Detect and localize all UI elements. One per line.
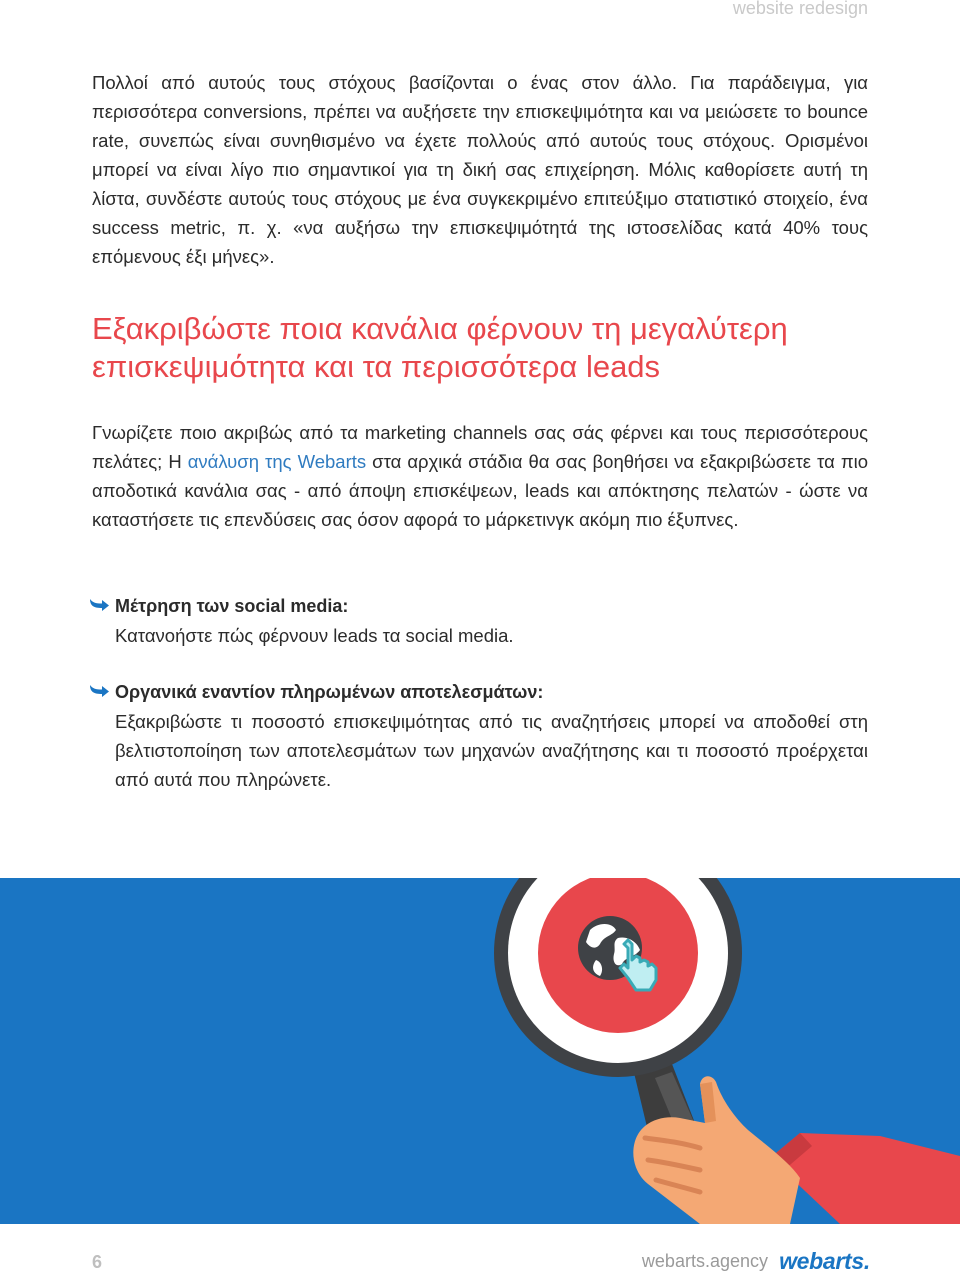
intro-paragraph: Πολλοί από αυτούς τους στόχους βασίζονται ο ένας στον άλλο. Για παράδειγμα, για περισσότερα conversions, πρέπει να αυξήσετε την επισκεψιμότητα και να μειώσετε το bounce rate, συνεπώς είναι συνηθισμένο να έχετε πολλούς από αυτούς τους στόχους. Ορισμένοι μπορεί να είναι λίγο πιο σημαντικοί για τη δική σας επιχείρηση. Μόλις καθορίσετε αυτή τη λίστα, συνδέστε αυτούς τους στόχους με ένα συγκεκριμένο επιτεύξιμο στατιστικό στοιχείο, ένα success metric, π. χ. «να αυξήσω την επισκεψιμότητά της ιστοσελίδας κατά 40% τους επόμενους έξι μήνες». [92,72,868,267]
bullet-text: Κατανοήστε πώς φέρνουν leads τα social media. [115,625,514,646]
curved-arrow-icon [88,684,110,698]
footer-url[interactable]: webarts.agency [641,1251,768,1271]
paragraph-text-end: στα αρχικά στάδια θα σας βοηθήσει να εξακριβώσετε τα πιο αποδοτικά κανάλια σας - από άποψη επισκέψεων, leads και απόκτησης πελατών - ώστε να καταστήσετε τις επενδύσεις σας όσον αφορά το μάρκετινγκ ακόμη πιο έξυπνες. [92,451,868,530]
webarts-analysis-link[interactable]: ανάλυση της Webarts [187,451,367,472]
magnifier-globe-cursor-icon [0,878,960,1224]
channels-paragraph [92,418,868,534]
curved-arrow-icon [88,598,110,612]
bullet-social-media [92,592,868,650]
bullet-title: Μέτρηση των social media: [115,596,349,616]
bullet-title: Οργανικά εναντίον πληρωμένων αποτελεσμάτων: [115,682,544,702]
page-number: 6 [92,1252,103,1272]
bullet-organic-vs-paid [92,678,868,794]
illustration-banner [0,878,960,1224]
bullet-text: Εξακριβώστε τι ποσοστό επισκεψιμότητας από τις αναζητήσεις μπορεί να αποδοθεί στη βελτιστοποίηση των αποτελεσμάτων των μηχανών αναζήτησης και τι ποσοστό προέρχεται από αυτά που πληρώνετε. [115,711,868,790]
paragraph-text-start: Γνωρίζετε ποιο ακριβώς από τα marketing channels σας σάς φέρνει και τους περισσότερους πελάτες; Η [92,422,868,472]
brand-logo: webarts. [779,1248,870,1274]
section-tag: website redesign [732,0,868,18]
section-heading: Εξακριβώστε ποια κανάλια φέρνουν τη μεγαλύτερη επισκεψιμότητα και τα περισσότερα leads [92,311,788,384]
